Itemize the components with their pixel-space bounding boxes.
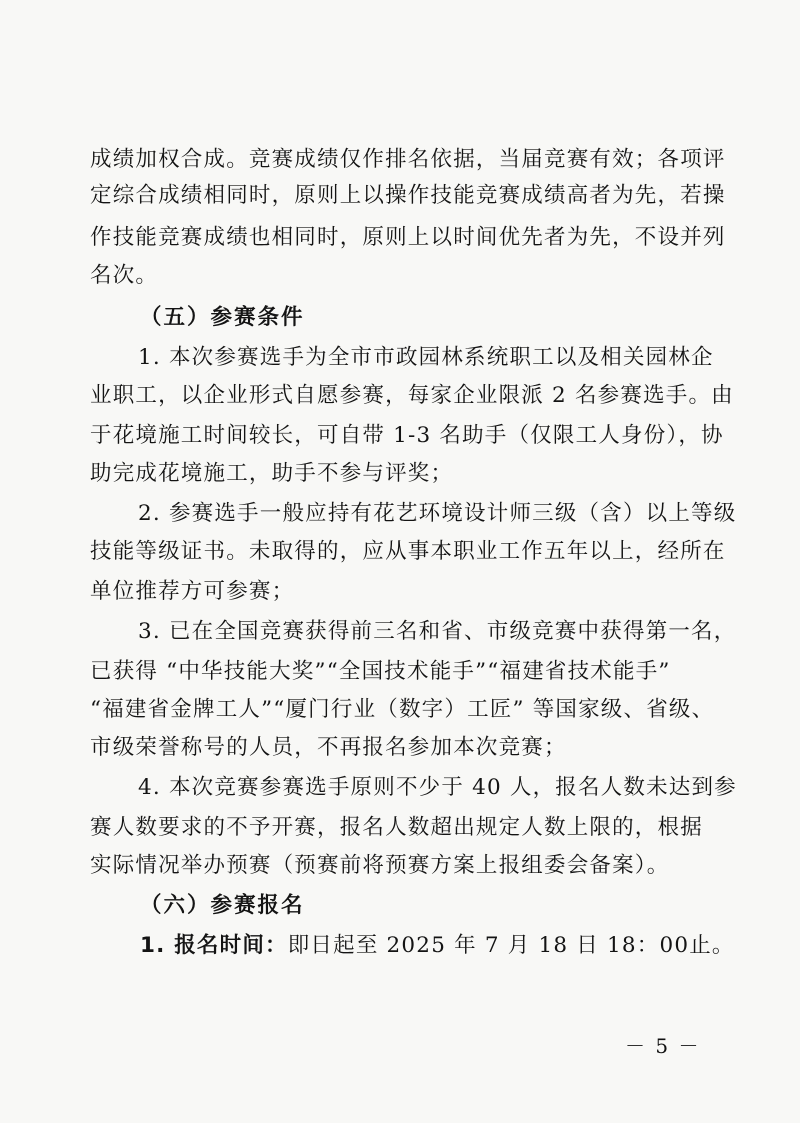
paragraph-line: 已获得 “中华技能大奖”“全国技术能手”“福建省技术能手”	[90, 659, 671, 684]
registration-label: 1. 报名时间：	[140, 933, 288, 958]
paragraph-line: 赛人数要求的不予开赛，报名人数超出规定人数上限的，根据	[90, 815, 703, 840]
section-heading-six: （六）参赛报名	[140, 893, 305, 918]
paragraph-line: 1. 本次参赛选手为全市市政园林系统职工以及相关园林企	[138, 345, 714, 370]
paragraph-line: 名次。	[90, 263, 159, 288]
paragraph-line: 助完成花境施工，助手不参与评奖；	[90, 461, 454, 486]
paragraph-line: 作技能竞赛成绩也相同时，原则上以时间优先者为先，不设并列	[90, 225, 726, 250]
paragraph-line: 成绩加权合成。竞赛成绩仅作排名依据，当届竞赛有效；各项评	[90, 147, 726, 172]
paragraph-line: 于花境施工时间较长，可自带 1-3 名助手（仅限工人身份），协	[90, 423, 724, 448]
paragraph-line: 4. 本次竞赛参赛选手原则不少于 40 人，报名人数未达到参	[138, 775, 737, 800]
paragraph-line: 2. 参赛选手一般应持有花艺环境设计师三级（含）以上等级	[138, 501, 737, 526]
paragraph-line: 实际情况举办预赛（预赛前将预赛方案上报组委会备案）。	[90, 853, 670, 878]
registration-line	[140, 928, 765, 964]
paragraph-line: 定综合成绩相同时，原则上以操作技能竞赛成绩高者为先，若操	[90, 183, 726, 208]
paragraph-line: 技能等级证书。未取得的，应从事本职业工作五年以上，经所在	[90, 539, 726, 564]
section-heading-five: （五）参赛条件	[140, 305, 305, 330]
registration-value: 即日起至 2025 年 7 月 18 日 18：00止。	[287, 933, 735, 958]
page-number: － 5 －	[625, 1034, 701, 1058]
paragraph-line: 单位推荐方可参赛；	[90, 579, 295, 604]
paragraph-line: 业职工，以企业形式自愿参赛，每家企业限派 2 名参赛选手。由	[90, 383, 734, 408]
paragraph-line: “福建省金牌工人”“厦门行业（数字）工匠” 等国家级、省级、	[90, 697, 715, 722]
paragraph-line: 市级荣誉称号的人员，不再报名参加本次竞赛；	[90, 735, 567, 760]
paragraph-line: 3. 已在全国竞赛获得前三名和省、市级竞赛中获得第一名，	[138, 619, 737, 644]
